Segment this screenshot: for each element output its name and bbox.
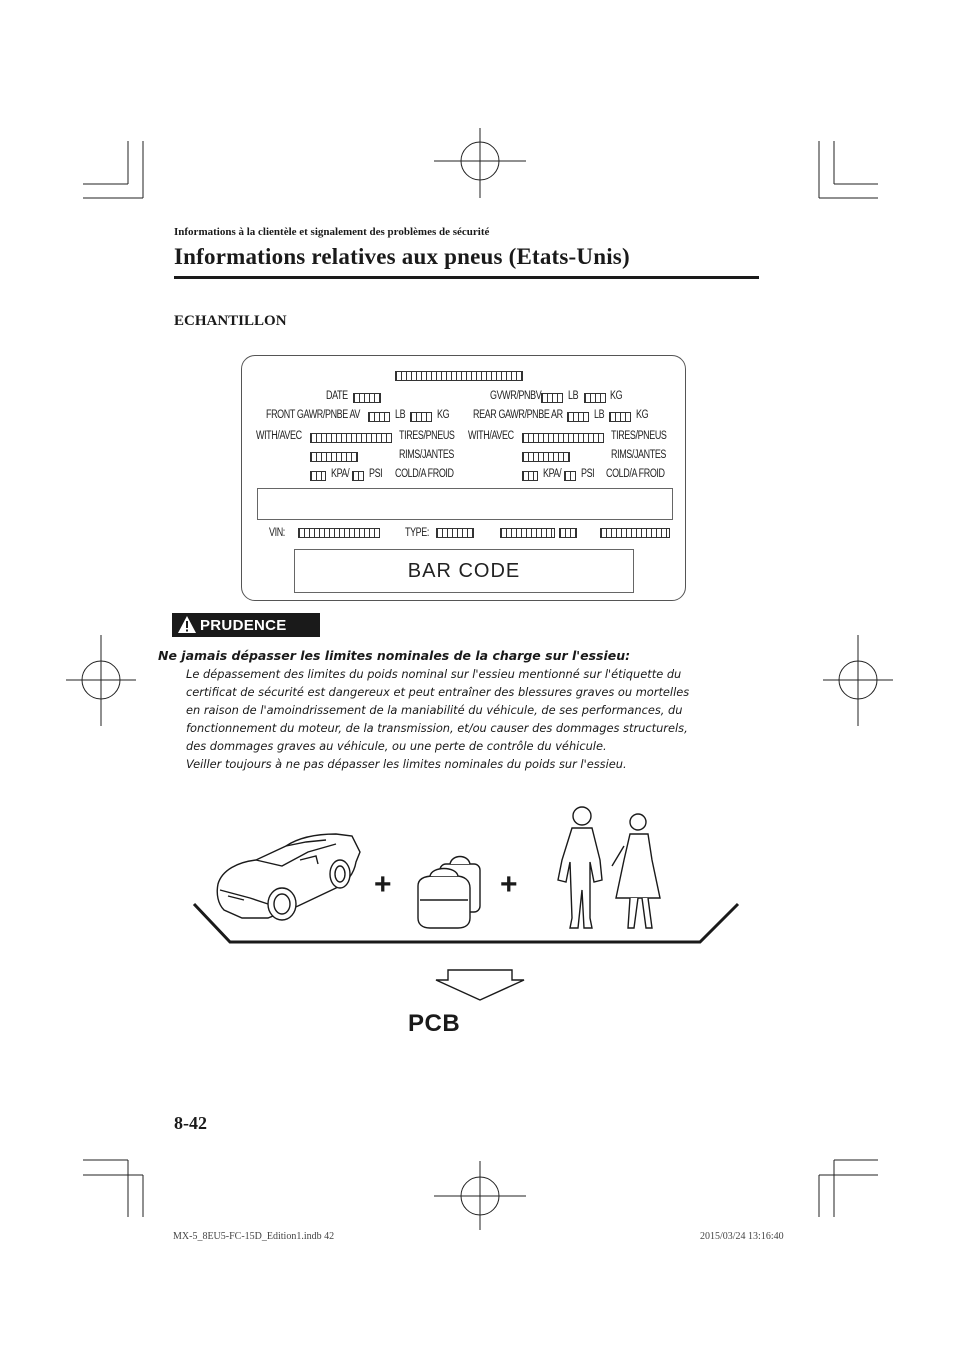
front-with-avec-label: WITH/AVEC — [256, 430, 302, 442]
front-rims-label: RIMS/JANTES — [399, 449, 455, 461]
front-psi-field — [352, 471, 364, 481]
plus-sign: + — [374, 868, 392, 901]
type-label: TYPE: — [405, 527, 429, 539]
front-gawr-lb-field — [368, 412, 390, 422]
front-gawr-kg-unit: KG — [437, 409, 450, 421]
front-cold-label: COLD/A FROID — [395, 468, 454, 480]
rear-tires-label: TIRES/PNEUS — [611, 430, 667, 442]
front-psi-label: PSI — [369, 468, 383, 480]
title-divider — [174, 276, 759, 279]
plus-sign: + — [500, 868, 518, 901]
gvwr-lb-field — [541, 393, 563, 403]
warning-icon — [172, 613, 200, 637]
caution-label: PRUDENCE — [200, 616, 287, 634]
rear-psi-field — [564, 471, 576, 481]
caution-line: certificat de sécurité est dangereux et peut entraîner des blessures graves ou mortelles — [186, 685, 690, 699]
rear-gawr-label: REAR GAWR/PNBE AR — [473, 409, 563, 421]
gvwr-kg-field — [584, 393, 606, 403]
caution-badge — [172, 613, 320, 637]
rear-gawr-lb-unit: LB — [594, 409, 605, 421]
front-gawr-lb-unit: LB — [395, 409, 406, 421]
rear-gawr-kg-field — [609, 412, 631, 422]
caution-body — [186, 665, 756, 773]
extra-code-field-3 — [600, 528, 670, 538]
rear-rims-label: RIMS/JANTES — [611, 449, 667, 461]
caution-line: fonctionnement du moteur, de la transmission, et/ou causer des dommages structurels, — [186, 721, 688, 735]
barcode-area: BAR CODE — [294, 549, 634, 593]
footer-filename: MX-5_8EU5-FC-15D_Edition1.indb 42 — [173, 1231, 335, 1242]
rear-kpa-field — [522, 471, 538, 481]
front-tires-label: TIRES/PNEUS — [399, 430, 455, 442]
tire-placard-sample — [241, 355, 686, 601]
rear-tire-size-field — [522, 433, 604, 443]
caution-line: en raison de l'amoindrissement de la maniabilité du véhicule, de ses performances, du — [186, 703, 683, 717]
gvwr-lb-unit: LB — [568, 390, 579, 402]
rear-gawr-kg-unit: KG — [636, 409, 649, 421]
date-label: DATE — [326, 390, 348, 402]
date-field — [353, 393, 381, 403]
extra-code-field-1 — [500, 528, 555, 538]
luggage-illustration — [418, 857, 480, 929]
caution-line: Le dépassement des limites du poids nominal sur l'essieu mentionné sur l'étiquette du — [186, 667, 682, 681]
front-gawr-label: FRONT GAWR/PNBE AV — [266, 409, 360, 421]
down-arrow-icon — [434, 968, 526, 1002]
rear-gawr-lb-field — [567, 412, 589, 422]
front-tire-size-field — [310, 433, 392, 443]
front-rim-field — [310, 452, 358, 462]
rear-cold-label: COLD/A FROID — [606, 468, 665, 480]
axle-load-illustration — [190, 800, 750, 955]
vin-field — [298, 528, 380, 538]
rear-with-avec-label: WITH/AVEC — [468, 430, 514, 442]
front-kpa-label: KPA/ — [331, 468, 350, 480]
placard-blank-field — [257, 488, 673, 520]
vin-label: VIN: — [269, 527, 285, 539]
front-kpa-field — [310, 471, 326, 481]
rear-psi-label: PSI — [581, 468, 595, 480]
gvwr-label: GVWR/PNBV — [490, 390, 542, 402]
caution-line: des dommages graves au véhicule, ou une perte de contrôle du véhicule. — [186, 739, 607, 753]
pcb-label: PCB — [408, 1010, 461, 1037]
rear-rim-field — [522, 452, 570, 462]
section-subtitle: Informations à la clientèle et signalement des problèmes de sécurité — [174, 226, 490, 238]
sample-heading: ECHANTILLON — [174, 313, 287, 329]
extra-code-field-2 — [559, 528, 577, 538]
type-field — [436, 528, 474, 538]
gvwr-kg-unit: KG — [610, 390, 623, 402]
placard-header-field — [395, 371, 523, 381]
front-gawr-kg-field — [410, 412, 432, 422]
passengers-illustration — [558, 807, 660, 928]
caution-heading: Ne jamais dépasser les limites nominales de la charge sur l'essieu: — [158, 648, 631, 663]
car-illustration — [217, 834, 360, 920]
footer-timestamp: 2015/03/24 13:16:40 — [700, 1231, 784, 1242]
caution-line: Veiller toujours à ne pas dépasser les limites nominales du poids sur l'essieu. — [186, 757, 627, 771]
page-number: 8-42 — [174, 1113, 207, 1133]
page-title: Informations relatives aux pneus (Etats-Unis) — [174, 244, 630, 269]
rear-kpa-label: KPA/ — [543, 468, 562, 480]
